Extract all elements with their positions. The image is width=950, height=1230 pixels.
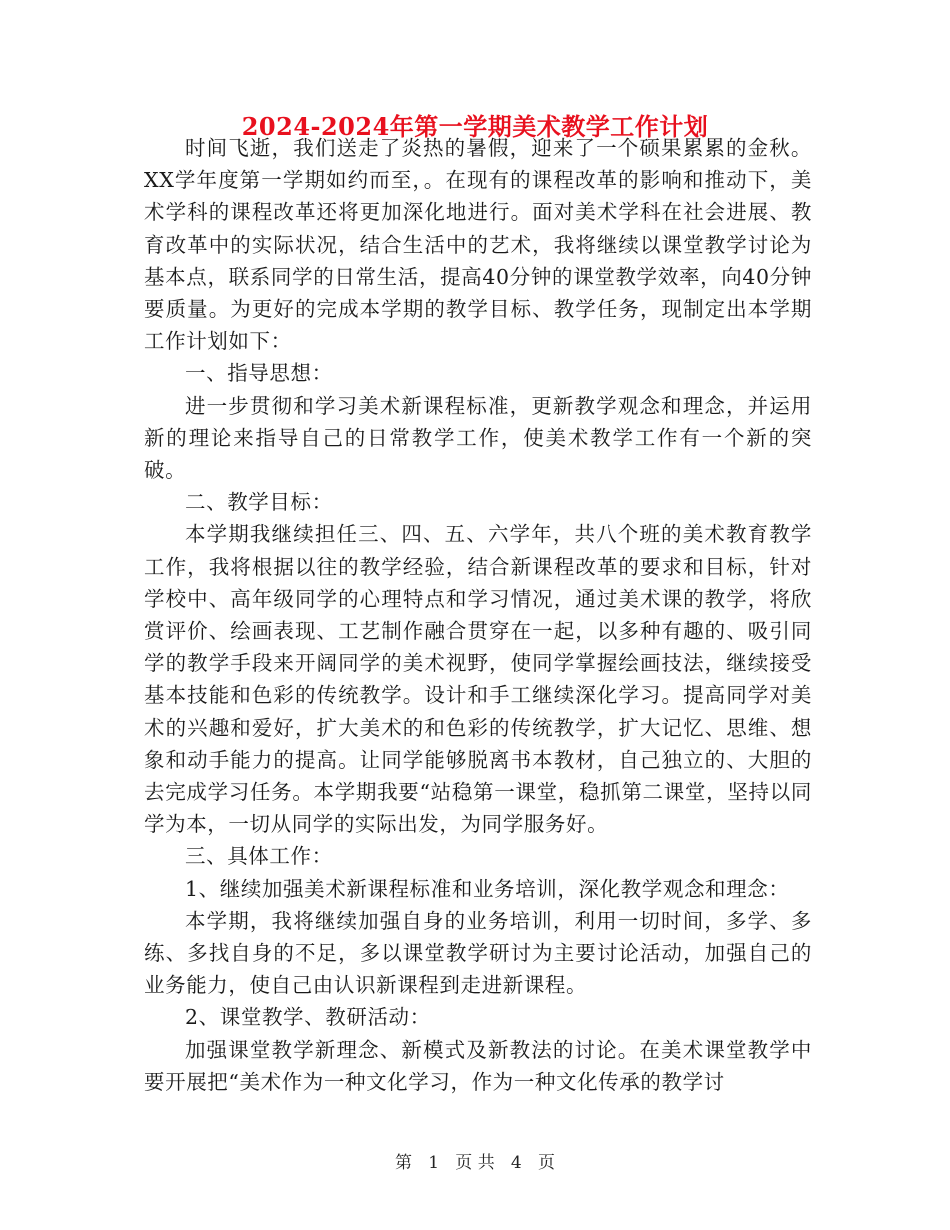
footer-page-number: 1 (428, 1153, 440, 1173)
paragraph-guiding-ideology: 进一步贯彻和学习美术新课程标准，更新教学观念和理念，并运用新的理论来指导自己的日常教学工作，使美术教学工作有一个新的突破。 (144, 393, 812, 483)
paragraph-training: 本学期，我将继续加强自身的业务培训，利用一切时间，多学、多练、多找自身的不足，多以课堂教学研讨为主要讨论活动，加强自己的业务能力，使自己由认识新课程到走进新课程。 (144, 908, 812, 998)
paragraph-intro: 时间飞逝，我们送走了炎热的暑假，迎来了一个硕果累累的金秋。XX学年度第一学期如约而至，。在现有的课程改革的影响和推动下，美术学科的课程改革还将更加深化地进行。面对美术学科在社会进展、教育改革中的实际状况，结合生活中的艺术，我将继续以课堂教学讨论为基本点，联系同学的日常生活，提高40分钟的课堂教学效率，向40分钟要质量。为更好的完成本学期的教学目标、教学任务，现制定出本学期工作计划如下： (144, 136, 813, 354)
subheading-training: 1、继续加强美术新课程标准和业务培训，深化教学观念和理念： (185, 876, 790, 901)
subheading-classroom: 2、课堂教学、教研活动： (185, 1005, 431, 1030)
section-heading-guiding-ideology: 一、指导思想： (185, 361, 333, 386)
footer-total-pages: 4 (510, 1153, 522, 1173)
document-title: 2024-2024年第一学期美术教学工作计划 (241, 112, 709, 141)
section-heading-teaching-goals: 二、教学目标： (185, 490, 333, 515)
paragraph-classroom: 加强课堂教学新理念、新模式及新教法的讨论。在美术课堂教学中要开展把“美术作为一种文化学习，作为一种文化传承的教学讨 (144, 1037, 812, 1094)
document-body (144, 132, 812, 1098)
footer-prefix: 第 (395, 1153, 413, 1173)
paragraph-teaching-goals: 本学期我继续担任三、四、五、六学年，共八个班的美术教育教学工作，我将根据以往的教学经验，结合新课程改革的要求和目标，针对学校中、高年级同学的心理特点和学习情况，通过美术课的教学，将欣赏评价、绘画表现、工艺制作融合贯穿在一起，以多种有趣的、吸引同学的教学手段来开阔同学的美术视野，使同学掌握绘画技法，继续接受基本技能和色彩的传统教学。设计和手工继续深化学习。提高同学对美术的兴趣和爱好，扩大美术的和色彩的传统教学，扩大记忆、思维、想象和动手能力的提高。让同学能够脱离书本教材，自己独立的、大胆的去完成学习任务。本学期我要“站稳第一课堂，稳抓第二课堂，坚持以同学为本，一切从同学的实际出发，为同学服务好。 (144, 522, 812, 837)
page-footer (0, 1152, 950, 1174)
section-heading-specific-work: 三、具体工作： (185, 844, 333, 869)
footer-middle: 页 共 (455, 1153, 495, 1173)
footer-suffix: 页 (537, 1153, 555, 1173)
